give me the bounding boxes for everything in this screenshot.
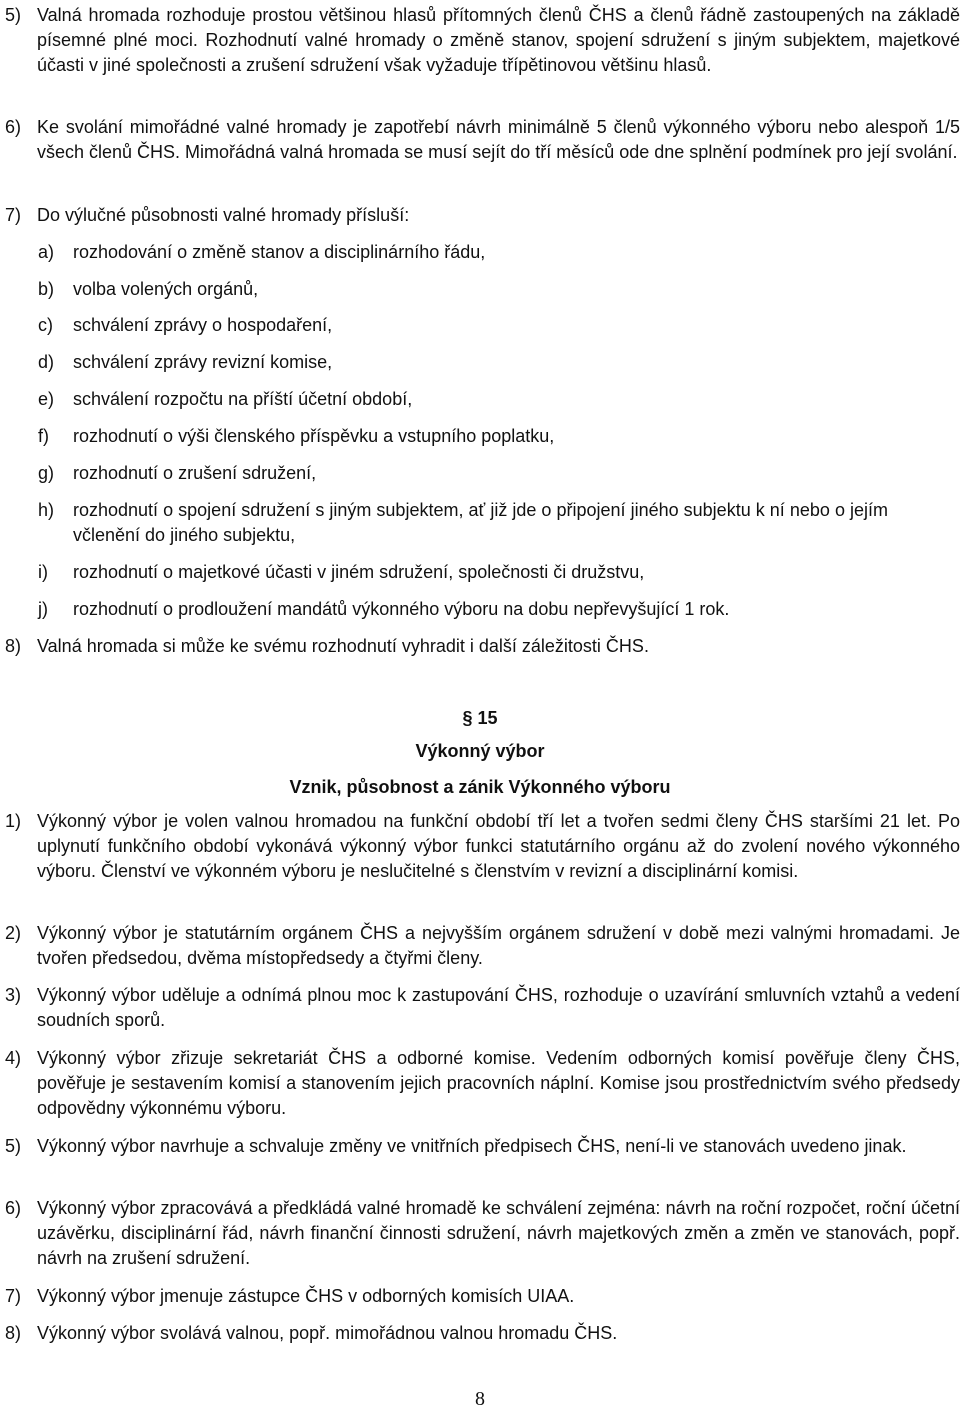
list-item-h bbox=[38, 498, 888, 548]
paragraph-number: 1) bbox=[5, 811, 22, 831]
paragraph-text: Valná hromada si může ke svému rozhodnutí vyhradit i další záležitosti ČHS. bbox=[37, 636, 649, 656]
section-title: Výkonný výbor bbox=[415, 741, 545, 761]
vv-paragraph-3 bbox=[5, 983, 960, 1033]
list-item-letter: i) bbox=[38, 562, 48, 582]
list-item-letter: h) bbox=[38, 500, 55, 520]
paragraph-number: 7) bbox=[5, 1286, 22, 1306]
list-item-text: rozhodnutí o výši členského příspěvku a vstupního poplatku, bbox=[73, 426, 555, 446]
list-item-letter: d) bbox=[38, 352, 55, 372]
paragraph-text: Výkonný výbor jmenuje zástupce ČHS v odborných komisích UIAA. bbox=[37, 1286, 575, 1306]
list-item-text: schválení rozpočtu na příští účetní období, bbox=[73, 389, 413, 409]
paragraph-number: 2) bbox=[5, 923, 22, 943]
paragraph-number: 3) bbox=[5, 985, 22, 1005]
vv-paragraph-6 bbox=[5, 1196, 960, 1271]
list-item-i bbox=[38, 560, 888, 585]
vv-paragraph-1 bbox=[5, 809, 960, 884]
list-item-e bbox=[38, 387, 888, 412]
list-item-text: schválení zprávy o hospodaření, bbox=[73, 315, 333, 335]
section-number: § 15 bbox=[462, 708, 498, 728]
paragraph-text: Do výlučné působnosti valné hromady přísluší: bbox=[37, 205, 410, 225]
vv-paragraph-7 bbox=[5, 1284, 960, 1309]
paragraph-number: 5) bbox=[5, 5, 22, 25]
paragraph-text: Valná hromada rozhoduje prostou většinou hlasů přítomných členů ČHS a členů řádně zastoupených na základě písemné plné moci. Rozhodnutí valné hromady o změně stanov, spojení sdružení s jiným subjektem, majetkové účasti v jiné společnosti a zrušení sdružení však vyžaduje třípětinovou většinu hlasů. bbox=[37, 5, 960, 75]
list-item-c bbox=[38, 313, 888, 338]
list-item-a bbox=[38, 240, 888, 265]
paragraph-number: 4) bbox=[5, 1048, 22, 1068]
paragraph-text: Výkonný výbor uděluje a odnímá plnou moc k zastupování ČHS, rozhoduje o uzavírání smluvních vztahů a vedení soudních sporů. bbox=[37, 985, 960, 1030]
paragraph-5 bbox=[5, 3, 960, 78]
paragraph-text: Výkonný výbor je volen valnou hromadou na funkční období tří let a tvořen sedmi členy ČHS staršími 21 let. Po uplynutí funkčního období vykonává výkonný výbor funkci statutárního orgánu až do zvolení nového výkonného výboru. Členství ve výkonném výboru je neslučitelné s členstvím v revizní a disciplinární komisi. bbox=[37, 811, 960, 881]
paragraph-text: Výkonný výbor svolává valnou, popř. mimořádnou valnou hromadu ČHS. bbox=[37, 1323, 618, 1343]
list-item-j bbox=[38, 597, 888, 622]
vv-paragraph-4 bbox=[5, 1046, 960, 1121]
list-item-text: rozhodnutí o prodloužení mandátů výkonného výboru na dobu nepřevyšující 1 rok. bbox=[73, 599, 730, 619]
paragraph-number: 8) bbox=[5, 1323, 22, 1343]
paragraph-text: Výkonný výbor je statutárním orgánem ČHS a nejvyšším orgánem sdružení v době mezi valnými hromadami. Je tvořen předsedou, dvěma místopředsedy a čtyřmi členy. bbox=[37, 923, 960, 968]
paragraph-number: 8) bbox=[5, 636, 22, 656]
paragraph-number: 5) bbox=[5, 1136, 22, 1156]
list-item-letter: f) bbox=[38, 426, 49, 446]
paragraph-6 bbox=[5, 115, 960, 165]
list-item-letter: g) bbox=[38, 463, 55, 483]
list-item-letter: e) bbox=[38, 389, 55, 409]
list-item-f bbox=[38, 424, 888, 449]
paragraph-7 bbox=[5, 203, 960, 228]
list-item-letter: c) bbox=[38, 315, 53, 335]
page-number: 8 bbox=[475, 1388, 485, 1410]
list-item-text: schválení zprávy revizní komise, bbox=[73, 352, 333, 372]
list-item-letter: b) bbox=[38, 279, 55, 299]
paragraph-text: Výkonný výbor zpracovává a předkládá valné hromadě ke schválení zejména: návrh na roční rozpočet, roční účetní uzávěrku, disciplinární řád, návrh finanční činnosti sdružení, návrh majetkových změn a změn ve stanovách, popř. návrh na zrušení sdružení. bbox=[37, 1198, 960, 1268]
vv-paragraph-5 bbox=[5, 1134, 960, 1159]
paragraph-8 bbox=[5, 634, 960, 659]
list-item-d bbox=[38, 350, 888, 375]
list-item-text: volba volených orgánů, bbox=[73, 279, 259, 299]
list-item-letter: a) bbox=[38, 242, 55, 262]
paragraph-text: Ke svolání mimořádné valné hromady je zapotřebí návrh minimálně 5 členů výkonného výboru nebo alespoň 1/5 všech členů ČHS. Mimořádná valná hromada se musí sejít do tří měsíců ode dne splnění podmínek pro její svolání. bbox=[37, 117, 960, 162]
paragraph-text: Výkonný výbor zřizuje sekretariát ČHS a odborné komise. Vedením odborných komisí pověřuje členy ČHS, pověřuje je sestavením komisí a stanovením jejich pracovních náplní. Komise jsou prostřednictvím svého předsedy odpovědny výkonnému výboru. bbox=[37, 1048, 960, 1118]
list-item-text: rozhodnutí o spojení sdružení s jiným subjektem, ať již jde o připojení jiného subjektu k ní nebo o jejím včlenění do jiného subjektu, bbox=[73, 500, 888, 545]
list-item-letter: j) bbox=[38, 599, 48, 619]
paragraph-text: Výkonný výbor navrhuje a schvaluje změny ve vnitřních předpisech ČHS, není-li ve stanovách uvedeno jinak. bbox=[37, 1136, 907, 1156]
vv-paragraph-2 bbox=[5, 921, 960, 971]
list-item-g bbox=[38, 461, 888, 486]
section-subtitle: Vznik, působnost a zánik Výkonného výboru bbox=[289, 777, 671, 797]
vv-paragraph-8 bbox=[5, 1321, 960, 1346]
list-item-text: rozhodování o změně stanov a disciplinárního řádu, bbox=[73, 242, 486, 262]
paragraph-number: 6) bbox=[5, 117, 22, 137]
paragraph-number: 7) bbox=[5, 205, 22, 225]
list-item-text: rozhodnutí o zrušení sdružení, bbox=[73, 463, 317, 483]
paragraph-number: 6) bbox=[5, 1198, 22, 1218]
list-item-text: rozhodnutí o majetkové účasti v jiném sdružení, společnosti či družstvu, bbox=[73, 562, 645, 582]
list-item-b bbox=[38, 277, 888, 302]
